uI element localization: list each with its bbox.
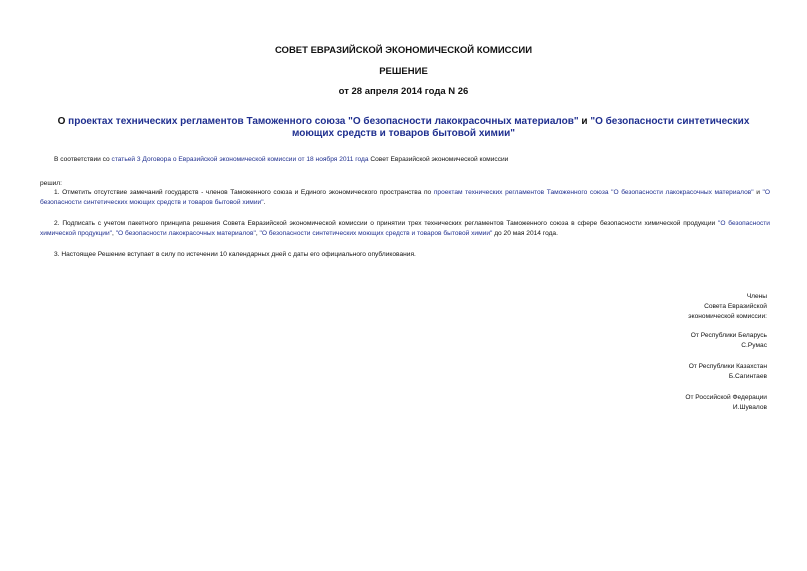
intro-paragraph [40,155,770,165]
item-2-link-detergents[interactable]: "О безопасности синтетических моющих средств и товаров бытовой химии" [259,230,493,237]
signatures-heading [547,292,767,322]
item-2-before: 2. Подписать с учетом пакетного принципа решения Совета Евразийской экономической комиссии о принятии трех технических регламентов Таможенного союза в сфере безопасности химической продукции [54,220,719,227]
resolved-label: решил: [40,180,62,187]
item-2-sep-1: , [112,230,116,237]
item-2-link-chemical[interactable]: "О безопасности химической продукции" [40,220,770,237]
item-1-middle: и [753,189,763,196]
item-2-paragraph [40,219,770,239]
signature-kazakhstan-country: От Республики Казахстан [688,363,767,370]
signature-kazakhstan [547,362,767,382]
item-1-link-paints[interactable]: проектам технических регламентов Таможенного союза "О безопасности лакокрасочных материалов" [433,189,754,196]
signatures-heading-line-1: Члены [746,293,767,300]
council-heading: СОВЕТ ЕВРАЗИЙСКОЙ ЭКОНОМИЧЕСКОЙ КОМИССИИ [274,45,533,56]
item-2-link-paints[interactable]: "О безопасности лакокрасочных материалов" [115,230,256,237]
item-1-paragraph [40,188,770,208]
signature-kazakhstan-name: Б.Сагинтаев [728,373,767,380]
intro-after: Совет Евразийской экономической комиссии [368,156,509,163]
title-prefix: О [57,116,69,127]
title-middle: и [578,116,591,127]
item-1-link-detergents[interactable]: "О безопасности синтетических моющих средств и товаров бытовой химии" [40,189,770,206]
signature-russia [547,393,767,413]
signature-belarus-name: С.Румас [741,342,767,349]
signature-russia-name: И.Шувалов [732,404,767,411]
signature-belarus [547,331,767,351]
item-2-sep-2: , [255,230,260,237]
signature-belarus-country: От Республики Беларусь [690,332,767,339]
decision-date-number: от 28 апреля 2014 года N 26 [338,86,469,97]
item-3-paragraph: 3. Настоящее Решение вступает в силу по истечении 10 календарных дней с даты его официального опубликования. [54,251,416,258]
title-link-detergents[interactable]: "О безопасности синтетических моющих средств и товаров бытовой химии" [292,116,750,139]
intro-before: В соответствии со [54,156,112,163]
title-link-paints[interactable]: проектах технических регламентов Таможенного союза "О безопасности лакокрасочных материалов" [68,116,579,127]
decision-title [50,116,757,140]
item-1-after: . [263,199,266,206]
intro-treaty-link[interactable]: статьей 3 Договора о Евразийской экономической комиссии от 18 ноября 2011 года [111,156,369,163]
signatures-heading-line-3: экономической комиссии: [688,313,767,320]
item-2-after: до 20 мая 2014 года. [492,230,558,237]
decision-heading: РЕШЕНИЕ [379,66,428,77]
signature-russia-country: От Российской Федерации [685,394,767,401]
item-1-before: 1. Отметить отсутствие замечаний государств - членов Таможенного союза и Единого экономического пространства по [54,189,434,196]
signatures-heading-line-2: Совета Евразийской [704,303,767,310]
